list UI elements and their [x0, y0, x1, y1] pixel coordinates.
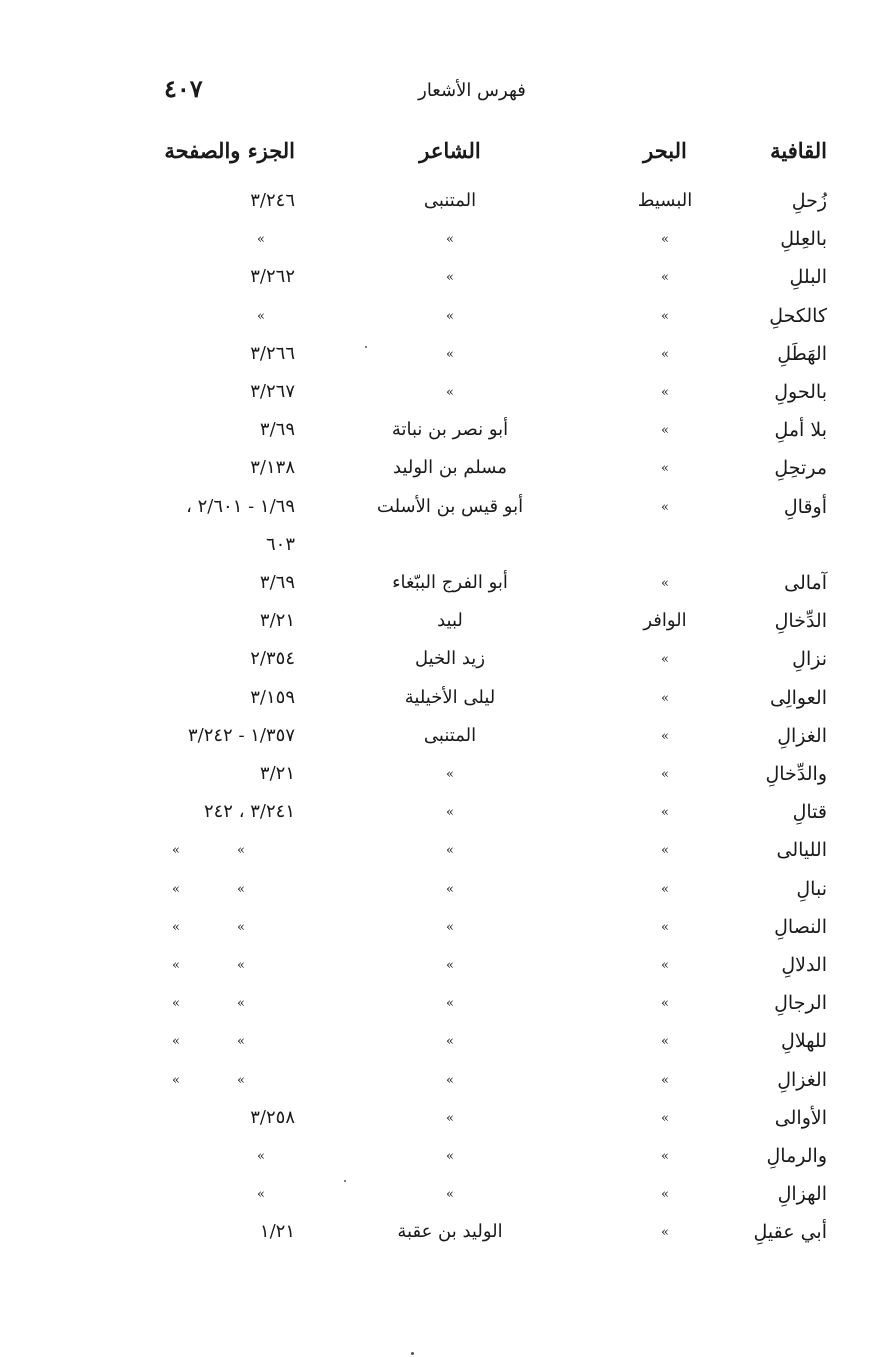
qafiya-cell: الأوالى: [774, 1106, 827, 1129]
shaer-cell: أبو قيس بن الأسلت: [376, 495, 524, 517]
bahr-cell: »: [661, 805, 669, 821]
page-ref-cell: »: [257, 1149, 265, 1164]
page-ref-cell: »: [237, 958, 245, 973]
bahr-cell: »: [661, 1187, 669, 1203]
shaer-cell: »: [446, 1187, 454, 1203]
page-number: ٤٠٧: [164, 74, 203, 103]
page-ref-cell: ٣/١٣٨: [250, 457, 295, 479]
qafiya-cell: قتالِ: [792, 801, 827, 824]
shaer-cell: »: [446, 958, 454, 973]
bahr-cell: »: [661, 1034, 669, 1050]
shaer-cell: »: [446, 308, 454, 324]
bahr-cell: »: [661, 1110, 669, 1126]
header-juz: الجزء والصفحة: [164, 138, 295, 163]
shaer-cell: »: [446, 1110, 454, 1126]
shaer-cell: »: [446, 805, 454, 821]
page-ref-cell: ١/٢١: [259, 1221, 295, 1243]
shaer-cell: »: [446, 1149, 454, 1164]
qafiya-cell: الهَطَلِ: [777, 342, 827, 365]
page-ref-cell: »: [237, 881, 245, 897]
shaer-cell: المتنبى: [423, 190, 477, 211]
page-ref-cell: ٢/٣٥٤: [250, 648, 295, 670]
qafiya-cell: الهزالِ: [777, 1183, 827, 1206]
qafiya-cell: بلا أملِ: [774, 419, 827, 442]
bahr-cell: »: [661, 843, 669, 859]
running-head: فهرس الأشعار: [418, 80, 526, 101]
shaer-cell: أبو الفرج الببّغاء: [392, 572, 508, 593]
qafiya-cell: الغزالِ: [777, 724, 827, 747]
page-ref-cell: »: [237, 843, 245, 859]
qafiya-cell: بالعِللِ: [780, 228, 827, 251]
qafiya-cell: الرجالِ: [774, 992, 827, 1015]
shaer-cell: لبيد: [437, 610, 463, 632]
shaer-cell: زيد الخيل: [414, 648, 486, 670]
page-ref-cell: ٣/٦٩: [259, 572, 295, 593]
qafiya-cell: للهلالِ: [781, 1030, 827, 1053]
bahr-cell: »: [661, 499, 669, 515]
bahr-cell: »: [661, 881, 669, 897]
bahr-cell: »: [661, 461, 669, 477]
bahr-cell: »: [661, 728, 669, 744]
page-ref-ditto: »: [172, 881, 180, 897]
shaer-cell: »: [446, 346, 454, 362]
page-ref-cell: ٣/٢٦٧: [250, 381, 295, 402]
qafiya-cell: مرتحِلِ: [774, 457, 827, 480]
qafiya-cell: آمالى: [784, 572, 827, 594]
page-ref-cell: »: [237, 996, 245, 1012]
shaer-cell: »: [446, 919, 454, 935]
page-ref-cell: ٣/٢٤٦: [250, 190, 295, 211]
shaer-cell: »: [446, 767, 454, 782]
page-ref-cell: ٣/٢٤١ ، ٢٤٢: [203, 801, 295, 823]
qafiya-cell: النصالِ: [774, 915, 827, 938]
page-ref-cell: ١/٣٥٧ - ٣/٢٤٢: [187, 724, 295, 746]
shaer-cell: »: [446, 1034, 454, 1050]
page-ref-ditto: »: [172, 919, 180, 935]
qafiya-cell: كالكحلِ: [769, 304, 827, 327]
page-ref-cell: ٣/٢٥٨: [250, 1106, 295, 1128]
bahr-cell: »: [661, 1225, 669, 1241]
shaer-cell: مسلم بن الوليد: [393, 457, 507, 479]
qafiya-cell: نزالِ: [792, 648, 827, 671]
qafiya-cell: أبي عقيلِ: [753, 1221, 827, 1244]
page-ref-ditto: »: [172, 843, 180, 859]
bahr-cell: »: [661, 1149, 669, 1164]
page-ref-cell: »: [237, 919, 245, 935]
page-dot: [344, 1180, 346, 1182]
page-ref-ditto: »: [172, 1034, 180, 1050]
qafiya-cell: البللِ: [789, 266, 827, 289]
bahr-cell: »: [661, 919, 669, 935]
shaer-cell: المتنبى: [423, 724, 477, 746]
shaer-cell: »: [446, 385, 454, 400]
page-ref-cell: ٣/١٥٩: [250, 686, 295, 708]
page-dot: [365, 346, 367, 348]
page-ref-ditto: »: [172, 958, 180, 973]
header-bahr: البحر: [643, 138, 687, 163]
qafiya-cell: زُحلِ: [791, 190, 827, 212]
bahr-cell: »: [661, 346, 669, 362]
bahr-cell: الوافر: [643, 610, 687, 632]
page-ref-cell: ٣/٢١: [259, 610, 295, 632]
bahr-cell: »: [661, 308, 669, 324]
page-ref-cell: ٣/٦٩: [259, 419, 295, 441]
bahr-cell: »: [661, 652, 669, 668]
page-ref-cell: ٣/٢٦٢: [250, 266, 295, 288]
page-ref-cell: »: [257, 308, 265, 324]
header-qafiya: القافية: [770, 138, 827, 163]
page-ref-cell: ٦٠٣: [265, 533, 295, 555]
page-ref-ditto: »: [172, 1072, 180, 1088]
bahr-cell: »: [661, 385, 669, 400]
bahr-cell: »: [661, 423, 669, 439]
page-ref-ditto: »: [172, 996, 180, 1012]
bahr-cell: »: [661, 690, 669, 706]
page-ref-cell: ٣/٢٦٦: [250, 342, 295, 364]
page-dot: [411, 1352, 414, 1355]
page-ref-cell: »: [257, 232, 265, 248]
page-ref-cell: »: [237, 1034, 245, 1050]
bahr-cell: »: [661, 576, 669, 591]
shaer-cell: »: [446, 881, 454, 897]
bahr-cell: »: [661, 232, 669, 248]
qafiya-cell: العوالِى: [770, 686, 827, 709]
shaer-cell: »: [446, 1072, 454, 1088]
page-ref-cell: ٣/٢١: [259, 763, 295, 784]
qafiya-cell: الدِّخالِ: [774, 610, 827, 633]
bahr-cell: »: [661, 1072, 669, 1088]
qafiya-cell: الدلالِ: [781, 954, 827, 976]
bahr-cell: »: [661, 767, 669, 782]
shaer-cell: الوليد بن عقبة: [397, 1221, 503, 1243]
shaer-cell: »: [446, 232, 454, 248]
page-ref-cell: ١/٦٩ - ٢/٦٠١ ،: [186, 495, 295, 517]
qafiya-cell: والرمالِ: [766, 1145, 827, 1167]
qafiya-cell: نبالِ: [796, 877, 827, 900]
shaer-cell: »: [446, 996, 454, 1012]
page-ref-cell: »: [237, 1072, 245, 1088]
qafiya-cell: أوقالِ: [783, 495, 827, 518]
qafiya-cell: الليالى: [776, 839, 827, 862]
shaer-cell: أبو نصر بن نباتة: [391, 419, 509, 441]
bahr-cell: »: [661, 958, 669, 973]
shaer-cell: »: [446, 843, 454, 859]
shaer-cell: »: [446, 270, 454, 286]
qafiya-cell: الغزالِ: [777, 1068, 827, 1091]
qafiya-cell: بالحولِ: [774, 381, 827, 403]
page-ref-cell: »: [257, 1187, 265, 1203]
bahr-cell: البسيط: [637, 190, 693, 211]
shaer-cell: ليلى الأخيلية: [404, 686, 496, 708]
header-shaer: الشاعر: [419, 138, 481, 163]
bahr-cell: »: [661, 996, 669, 1012]
qafiya-cell: والدِّخالِ: [765, 763, 827, 785]
bahr-cell: »: [661, 270, 669, 286]
